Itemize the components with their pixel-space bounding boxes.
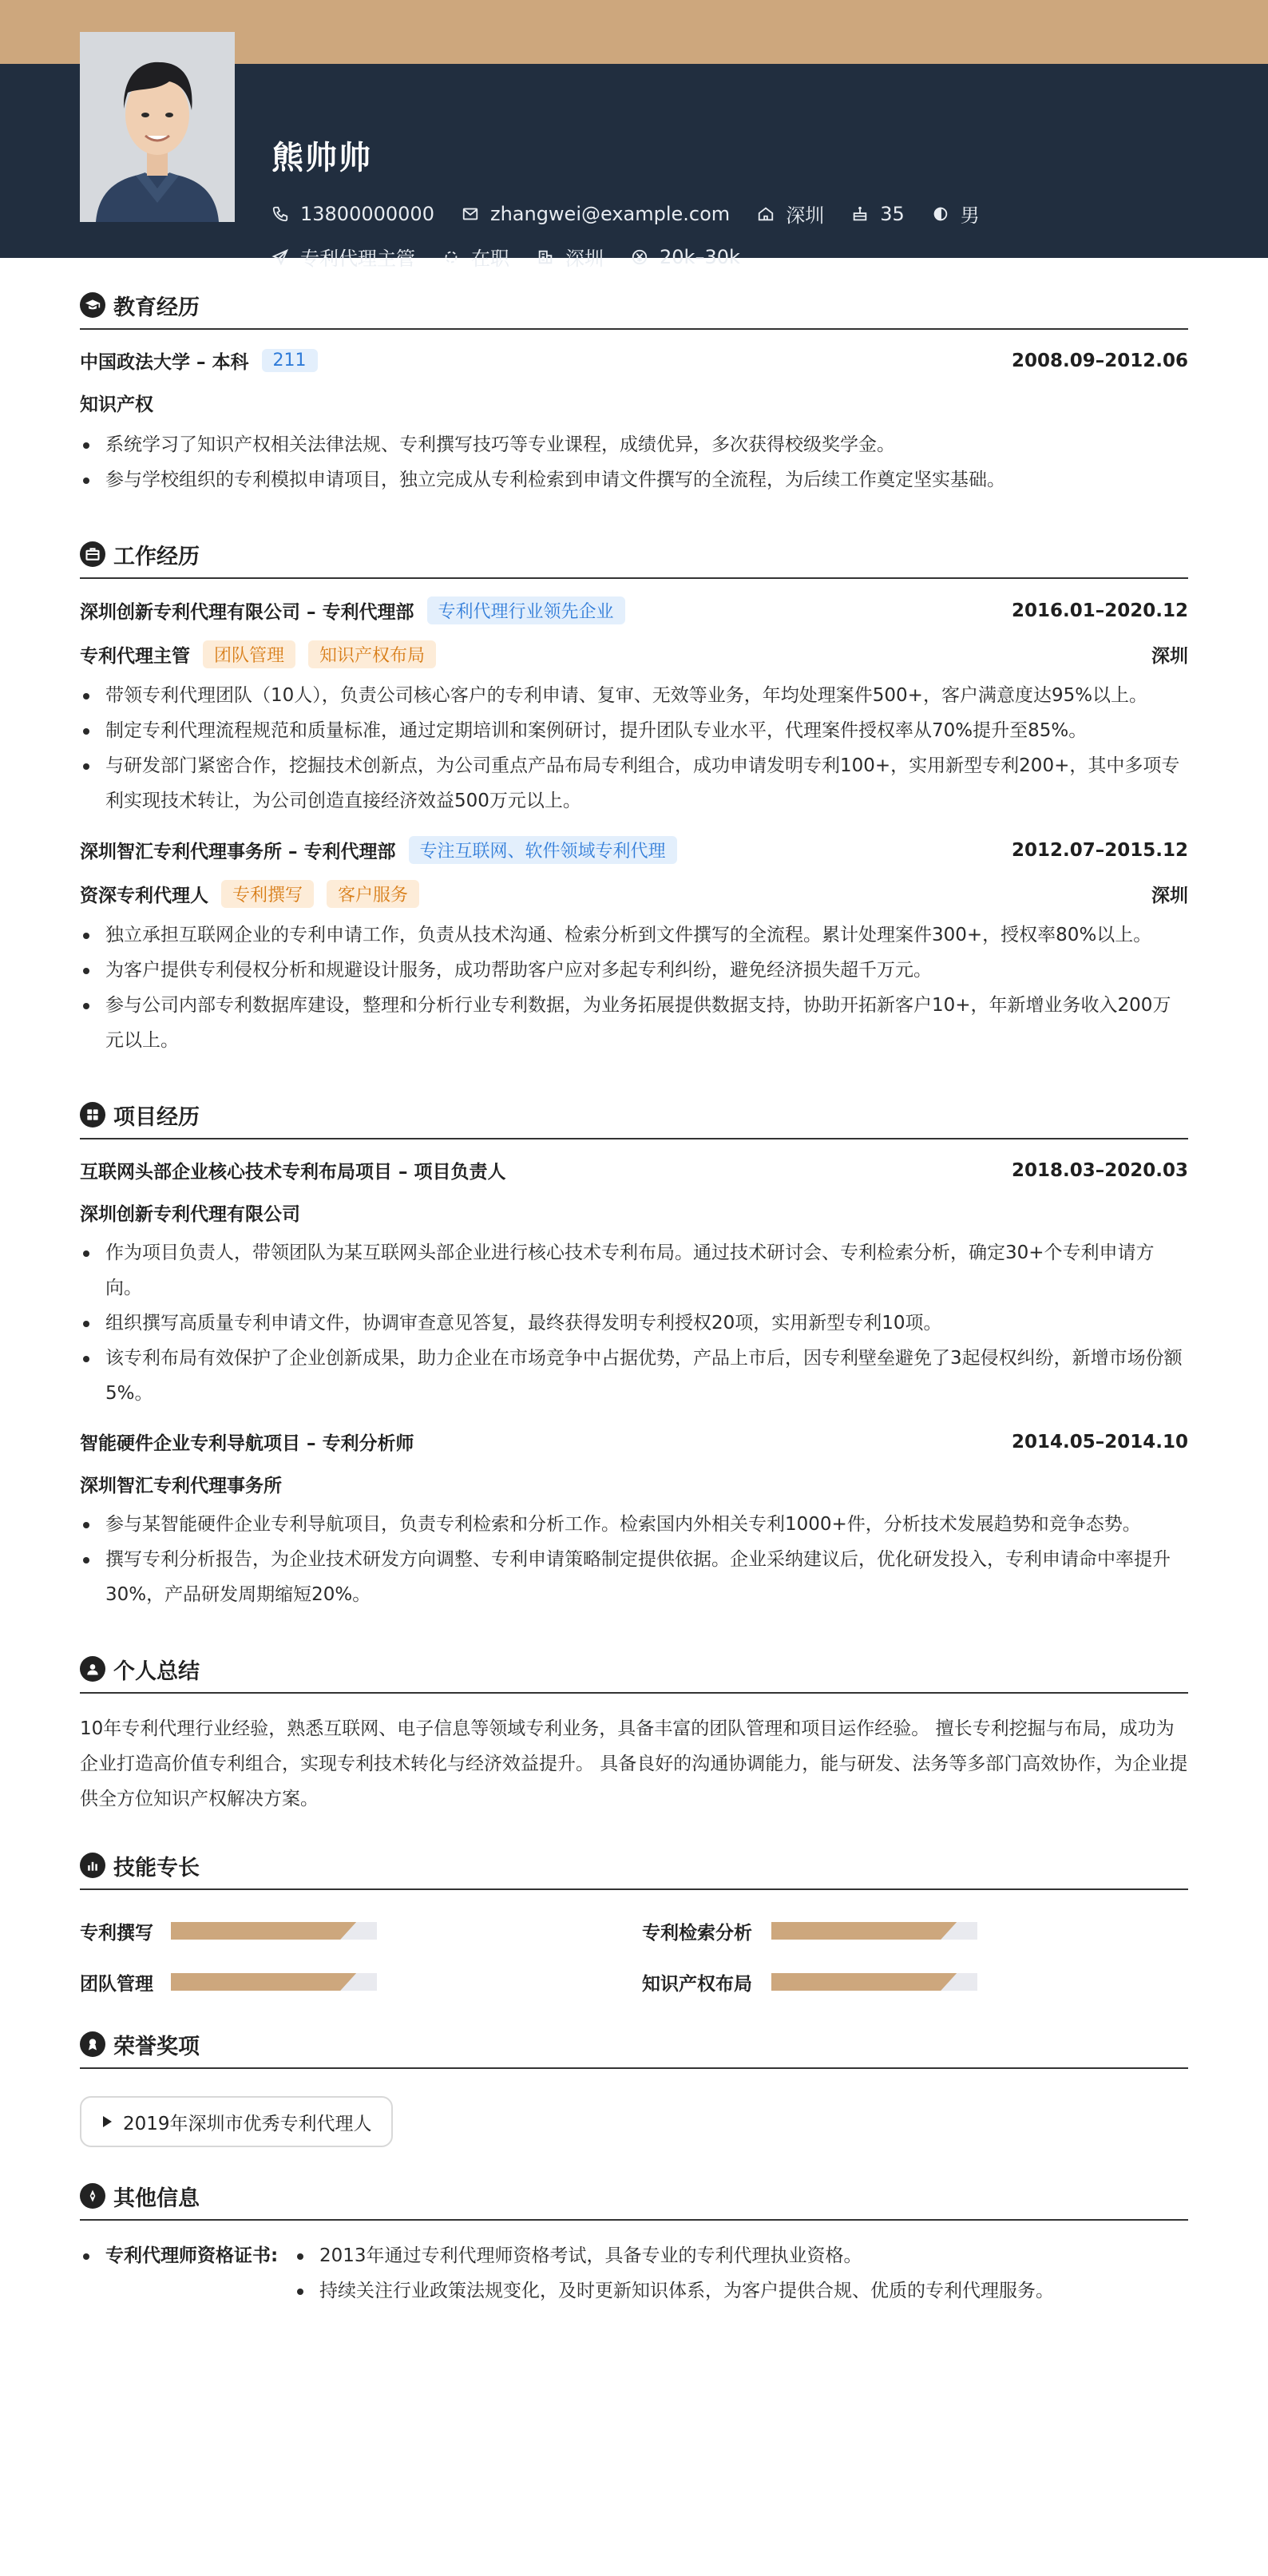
skill-bar-fill <box>771 1973 957 1991</box>
education-section <box>80 258 1188 497</box>
list-item: 为客户提供专利侵权分析和规避设计服务，成功帮助客户应对多起专利纠纷，避免经济损失超千万元。 <box>80 953 1188 988</box>
briefcase-icon <box>80 541 105 567</box>
list-item: 作为项目负责人，带领团队为某互联网头部企业进行核心技术专利布局。通过技术研讨会、专利检索分析，确定30+个专利申请方向。 <box>80 1235 1188 1306</box>
skill-tag: 知识产权布局 <box>308 640 436 668</box>
phone-item <box>271 203 434 225</box>
gender-text: 男 <box>960 204 980 227</box>
work-date: 2012.07–2015.12 <box>1011 839 1188 861</box>
list-item: 参与学校组织的专利模拟申请项目，独立完成从专利检索到申请文件撰写的全流程，为后续工作奠定坚实基础。 <box>80 462 1188 497</box>
role-row <box>80 880 1188 908</box>
work-entry <box>80 836 1188 1058</box>
user-icon <box>80 1656 105 1682</box>
skill-bar-fill <box>171 1922 356 1940</box>
position-text: 专利代理主管 <box>300 248 415 270</box>
education-header <box>80 258 1188 330</box>
company-tag: 专利代理行业领先企业 <box>427 596 625 624</box>
compass-icon <box>80 2183 105 2209</box>
list-item: 参与公司内部专利数据库建设，整理和分析行业专利数据，为业务拓展提供数据支持，协助开拓新客户10+，年新增业务收入200万元以上。 <box>80 988 1188 1058</box>
school-text: 中国政法大学 – 本科 <box>80 352 249 373</box>
work-bullets <box>80 917 1188 1058</box>
project-section <box>80 1068 1188 1612</box>
other-section <box>80 2149 1188 2308</box>
work-location: 深圳 <box>1151 646 1188 667</box>
skill-bar-fill <box>771 1922 957 1940</box>
list-item: 与研发部门紧密合作，挖掘技术创新点，为公司重点产品布局专利组合，成功申请发明专利100+，实用新型专利200+，其中多项专利实现技术转让，为公司创造直接经济效益500万元以上。 <box>80 748 1188 818</box>
skill-name: 知识产权布局 <box>642 1973 752 1995</box>
candidate-name: 熊帅帅 <box>271 140 372 176</box>
list-item: 撰写专利分析报告，为企业技术研发方向调整、专利申请策略制定提供依据。企业采纳建议后，优化研发投入，专利申请命中率提升30%，产品研发周期缩短20%。 <box>80 1542 1188 1612</box>
work-bullets <box>80 678 1188 818</box>
list-item: 持续关注行业政策法规变化，及时更新知识体系，为客户提供合规、优质的专利代理服务。 <box>294 2273 1054 2308</box>
list-item: 该专利布局有效保护了企业创新成果，助力企业在市场竞争中占据优势，产品上市后，因专利壁垒避免了3起侵权纠纷，新增市场份额5%。 <box>80 1341 1188 1411</box>
project-header <box>80 1068 1188 1139</box>
mail-icon <box>462 205 479 223</box>
home-icon <box>757 205 775 223</box>
skill-item <box>80 1917 642 1944</box>
resume-body <box>80 258 1188 2308</box>
company-text: 深圳智汇专利代理事务所 – 专利代理部 <box>80 842 396 862</box>
skills-grid <box>80 1917 1188 1995</box>
city-item <box>757 200 824 228</box>
city-text: 深圳 <box>786 204 825 227</box>
work-section <box>80 507 1188 1058</box>
work-entry-header <box>80 596 1188 624</box>
list-item: 组织撰写高质量专利申请文件，协调审查意见答复，最终获得发明专利授权20项，实用新型专利10项。 <box>80 1306 1188 1341</box>
email-item <box>462 203 730 225</box>
summary-section <box>80 1622 1188 1817</box>
work-entry <box>80 596 1188 818</box>
age-text: 35 <box>880 202 905 225</box>
honors-section <box>80 1997 1188 2147</box>
skill-item <box>642 1968 1188 1995</box>
honors-title: 荣誉奖项 <box>113 2034 200 2059</box>
project-entry <box>80 1429 1188 1612</box>
contact-row <box>271 200 1007 228</box>
list-item: 参与某智能硬件企业专利导航项目，负责专利检索和分析工作。检索国内外相关专利1000+件，分析技术发展趋势和竞争态势。 <box>80 1507 1188 1542</box>
education-title: 教育经历 <box>113 295 200 320</box>
gender-icon <box>932 205 949 223</box>
project-bullets <box>80 1235 1188 1411</box>
skill-tag: 团队管理 <box>203 640 295 668</box>
other-title: 其他信息 <box>113 2186 200 2211</box>
skill-bar <box>171 1922 377 1940</box>
skills-section <box>80 1818 1188 1995</box>
role-text: 资深专利代理人 <box>80 886 208 906</box>
work-city-text: 深圳 <box>565 248 604 270</box>
skill-item <box>80 1968 642 1995</box>
role-row <box>80 640 1188 668</box>
education-date: 2008.09–2012.06 <box>1011 350 1188 371</box>
work-entry-header <box>80 836 1188 864</box>
work-location: 深圳 <box>1151 886 1188 906</box>
chart-icon <box>80 1853 105 1878</box>
triangle-right-icon <box>101 2115 113 2128</box>
skill-tag: 客户服务 <box>327 880 419 908</box>
list-item: 2013年通过专利代理师资格考试，具备专业的专利代理执业资格。 <box>294 2238 1054 2273</box>
skill-name: 团队管理 <box>80 1973 153 1995</box>
education-entry-header <box>80 347 1188 374</box>
skill-item <box>642 1917 1188 1944</box>
education-bullets <box>80 427 1188 497</box>
award-text: 2019年深圳市优秀专利代理人 <box>123 2113 372 2134</box>
project-org: 深圳创新专利代理有限公司 <box>80 1204 300 1225</box>
avatar-photo-icon <box>80 32 235 222</box>
skill-name: 专利检索分析 <box>642 1922 752 1944</box>
skill-bar <box>771 1973 977 1991</box>
age-item <box>851 203 905 225</box>
status-text: 在职 <box>471 248 509 270</box>
skill-name: 专利撰写 <box>80 1922 153 1944</box>
summary-title: 个人总结 <box>113 1659 200 1684</box>
honors-header <box>80 1997 1188 2069</box>
phone-icon <box>271 205 289 223</box>
summary-header <box>80 1622 1188 1694</box>
company-name <box>80 596 625 624</box>
work-title: 工作经历 <box>113 544 200 569</box>
project-date: 2018.03–2020.03 <box>1011 1159 1188 1181</box>
skill-bar <box>771 1922 977 1940</box>
cake-icon <box>851 205 869 223</box>
project-entry-header <box>80 1157 1188 1183</box>
certificate-label: 专利代理师资格证书: <box>80 2238 294 2308</box>
award-item[interactable] <box>80 2096 393 2147</box>
award-icon <box>80 2031 105 2057</box>
email-text: zhangwei@example.com <box>489 202 731 225</box>
list-item: 制定专利代理流程规范和质量标准，通过定期培训和案例研讨，提升团队专业水平，代理案件授权率从70%提升至85%。 <box>80 713 1188 748</box>
company-tag: 专注互联网、软件领域专利代理 <box>409 836 677 864</box>
work-header <box>80 507 1188 579</box>
skills-title: 技能专长 <box>113 1855 200 1880</box>
certificate-bullets <box>294 2238 1054 2308</box>
work-date: 2016.01–2020.12 <box>1011 600 1188 621</box>
salary-text: 20k–30k <box>660 245 740 268</box>
skill-tag: 专利撰写 <box>221 880 314 908</box>
company-text: 深圳创新专利代理有限公司 – 专利代理部 <box>80 602 414 623</box>
graduation-cap-icon <box>80 292 105 318</box>
grid-icon <box>80 1102 105 1127</box>
skills-header <box>80 1818 1188 1890</box>
phone-text: 13800000000 <box>300 202 434 225</box>
skill-bar-fill <box>171 1973 356 1991</box>
list-item: 系统学习了知识产权相关法律法规、专利撰写技巧等专业课程，成绩优异，多次获得校级奖学金。 <box>80 427 1188 462</box>
project-title: 项目经历 <box>113 1104 200 1130</box>
list-item: 带领专利代理团队（10人），负责公司核心客户的专利申请、复审、无效等业务，年均处理案件500+，客户满意度达95%以上。 <box>80 678 1188 713</box>
certificate-row <box>80 2238 1188 2308</box>
project-org: 深圳智汇专利代理事务所 <box>80 1476 282 1496</box>
role <box>80 640 436 668</box>
school-tag: 211 <box>262 349 318 372</box>
skill-bar <box>171 1973 377 1991</box>
other-header <box>80 2149 1188 2221</box>
major: 知识产权 <box>80 394 153 415</box>
project-date: 2014.05–2014.10 <box>1011 1431 1188 1452</box>
project-entry <box>80 1157 1188 1411</box>
list-item: 独立承担互联网企业的专利申请工作，负责从技术沟通、检索分析到文件撰写的全流程。累计处理案件300+，授权率80%以上。 <box>80 917 1188 953</box>
project-name: 智能硬件企业专利导航项目 – 专利分析师 <box>80 1433 414 1454</box>
school-name <box>80 347 318 374</box>
project-bullets <box>80 1507 1188 1612</box>
role-text: 专利代理主管 <box>80 646 190 667</box>
summary-text: 10年专利代理行业经验，熟悉互联网、电子信息等领域专利业务，具备丰富的团队管理和项目运作经验。 擅长专利挖掘与布局，成功为企业打造高价值专利组合，实现专利技术转化与经济效益提升。 具备良好的沟通协调能力，能与研发、法务等多部门高效协作，为企业提供全方位知识产权解决方案。 <box>80 1718 1188 1809</box>
gender-item <box>932 200 980 228</box>
role <box>80 880 419 908</box>
project-name: 互联网头部企业核心技术专利布局项目 – 项目负责人 <box>80 1162 506 1183</box>
project-entry-header <box>80 1429 1188 1455</box>
avatar <box>80 32 235 222</box>
company-name <box>80 836 677 864</box>
